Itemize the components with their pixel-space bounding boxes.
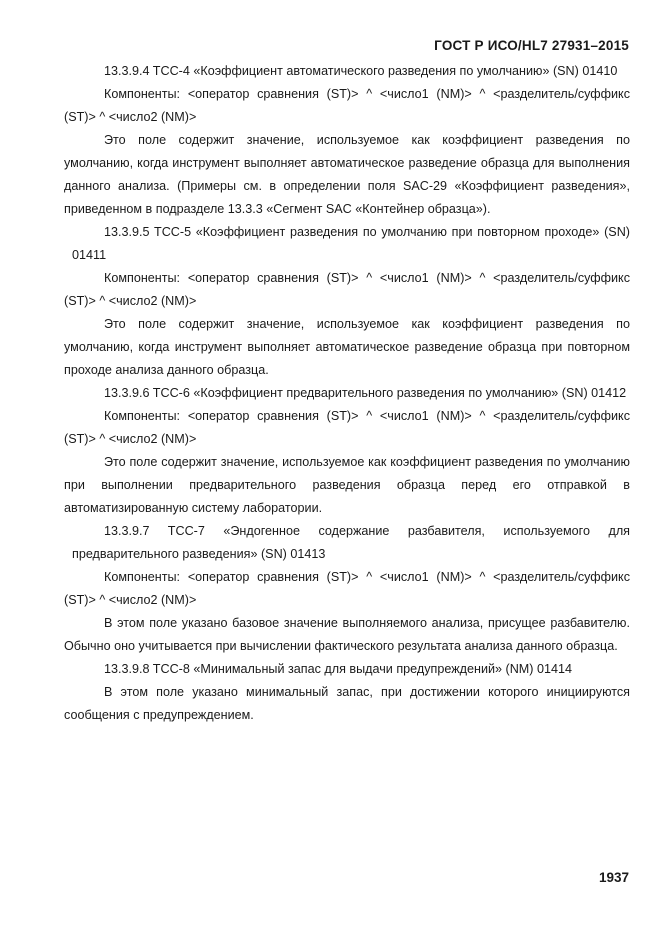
description-paragraph: Это поле содержит значение, используемое как коэффициент разведения по умолчанию, когда инструмент выполняет автоматическое разведение образца для выполнения данного анализа. (Примеры см. в определении поля SAC-29 «Коэффициент разведения», приведенном в подразделе 13.3.3 «Сегмент SAC «Контейнер образца»). — [64, 133, 630, 216]
components-paragraph: Компоненты: <оператор сравнения (ST)> ^ <число1 (NM)> ^ <разделитель/суффикс (ST)> ^ <число2 (NM)> — [64, 87, 630, 124]
document-header: ГОСТ Р ИСО/HL7 27931–2015 — [434, 38, 629, 53]
section-heading-13-3-9-4: 13.3.9.4 TCC-4 «Коэффициент автоматического разведения по умолчанию» (SN) 01410 — [104, 64, 618, 78]
section-heading-13-3-9-5: 13.3.9.5 TCC-5 «Коэффициент разведения по умолчанию при повторном проходе» (SN) 01411 — [72, 225, 630, 262]
components-paragraph: Компоненты: <оператор сравнения (ST)> ^ <число1 (NM)> ^ <разделитель/суффикс (ST)> ^ <число2 (NM)> — [64, 409, 630, 446]
page-number: 1937 — [598, 870, 629, 885]
description-paragraph: В этом поле указано минимальный запас, при достижении которого инициируются сообщения с предупреждением. — [64, 685, 630, 722]
section-heading-13-3-9-7: 13.3.9.7 TCC-7 «Эндогенное содержание разбавителя, используемого для предварительного разведения» (SN) 01413 — [72, 524, 630, 561]
document-body — [64, 60, 630, 727]
section-heading-13-3-9-8: 13.3.9.8 TCC-8 «Минимальный запас для выдачи предупреждений» (NM) 01414 — [104, 662, 573, 676]
components-paragraph: Компоненты: <оператор сравнения (ST)> ^ <число1 (NM)> ^ <разделитель/суффикс (ST)> ^ <число2 (NM)> — [64, 570, 630, 607]
description-paragraph: Это поле содержит значение, используемое как коэффициент разведения по умолчанию при выполнении предварительного разведения образца перед его отправкой в автоматизированную систему лаборатории. — [64, 455, 630, 515]
description-paragraph: Это поле содержит значение, используемое как коэффициент разведения по умолчанию, когда инструмент выполняет автоматическое разведение образца при повторном проходе анализа данного образца. — [64, 317, 630, 377]
description-paragraph: В этом поле указано базовое значение выполняемого анализа, присущее разбавителю. Обычно оно учитывается при вычислении фактического результата анализа данного образца. — [64, 616, 630, 653]
section-heading-13-3-9-6: 13.3.9.6 TCC-6 «Коэффициент предварительного разведения по умолчанию» (SN) 01412 — [104, 386, 627, 400]
components-paragraph: Компоненты: <оператор сравнения (ST)> ^ <число1 (NM)> ^ <разделитель/суффикс (ST)> ^ <число2 (NM)> — [64, 271, 630, 308]
